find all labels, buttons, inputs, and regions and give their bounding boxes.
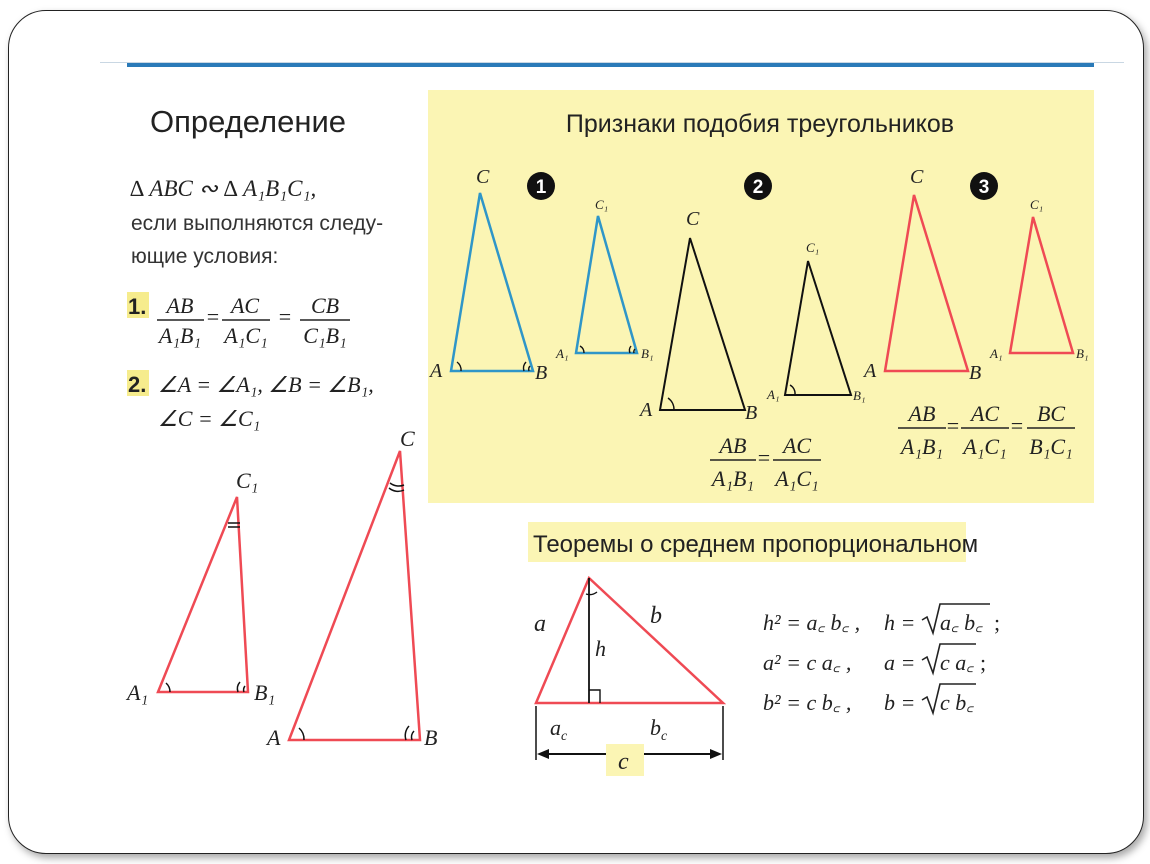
c3-ratio-den-2: A₁C₁	[963, 434, 1007, 459]
c2-ratio-den-1: A₁B₁	[711, 466, 755, 491]
label-b-left: B	[424, 725, 438, 750]
c3-label-a1: A₁	[990, 346, 1003, 361]
label-c-left: C	[400, 426, 415, 451]
criterion-2-triangle-large	[660, 238, 745, 410]
theorem-label-b: b	[650, 603, 662, 629]
condition-1-number: 1.	[128, 294, 147, 319]
criterion-1-number: 1	[535, 177, 547, 198]
c1-label-a: A	[430, 360, 443, 382]
ratio-num-1: AB	[166, 293, 194, 318]
criterion-2-triangle-small	[785, 261, 851, 395]
criterion-3-number: 3	[978, 177, 990, 198]
criterion-2-number: 2	[752, 177, 764, 198]
c1-label-c1: C₁	[595, 197, 609, 212]
formula-a-squared: a² = c a꜀ ,	[763, 650, 852, 675]
label-a1-left: A₁	[127, 680, 149, 705]
criterion-3-triangle-small	[1010, 217, 1073, 353]
ratio-den-1: A₁B₁	[158, 323, 202, 348]
similarity-statement: ∆ ABC ∾ ∆ A₁B₁C₁,	[130, 176, 317, 201]
criterion-3-triangle-large	[885, 195, 968, 371]
c3-ratio-eq-2: =	[1010, 413, 1024, 438]
c2-label-b: B	[745, 402, 758, 424]
c1-label-b1: B₁	[641, 346, 654, 361]
formula-h-root-radicand: a꜀ b꜀	[940, 610, 983, 635]
criteria-title: Признаки подобия треугольников	[565, 110, 955, 138]
c3-ratio-num-2: AC	[970, 401, 1000, 426]
c1-label-a1: A₁	[556, 346, 569, 361]
c3-label-b1: B₁	[1076, 346, 1089, 361]
criterion-1-triangle-large	[451, 193, 533, 371]
condition-2-number: 2.	[128, 372, 147, 397]
formula-h-root-lhs: h =	[884, 610, 916, 635]
theorem-label-h: h	[595, 636, 606, 661]
ratio-eq-2: =	[278, 304, 292, 329]
ratio-num-2: AC	[230, 293, 260, 318]
c3-label-c: C	[910, 166, 924, 188]
criterion-1-triangle-small	[576, 216, 637, 353]
label-c1-left: C₁	[236, 468, 259, 493]
theorem-title: Теоремы о среднем пропорциональном	[533, 531, 979, 558]
triangle-abc	[289, 451, 420, 740]
c2-ratio-num-2: AC	[782, 433, 812, 458]
formula-b-root-lhs: b =	[884, 690, 916, 715]
c2-ratio-num-1: AB	[719, 433, 747, 458]
condition-1-ratio	[157, 293, 350, 348]
label-b1-left: B₁	[254, 680, 276, 705]
formula-b-squared: b² = c b꜀ ,	[763, 690, 852, 715]
theorem-label-c: c	[618, 749, 629, 775]
c3-ratio-num-3: BC	[1036, 401, 1066, 426]
definition-line-1: если выполняются следу-	[131, 212, 384, 235]
c1-label-c: C	[476, 166, 490, 188]
theorem-label-a: a	[534, 611, 546, 637]
criterion-3-ratio	[898, 401, 1075, 459]
theorem-label-bc: $b_c$	[650, 715, 668, 744]
c3-ratio-eq-1: =	[946, 413, 960, 438]
definition-line-2: ющие условия:	[131, 245, 279, 268]
c3-ratio-den-3: B₁C₁	[1029, 434, 1073, 459]
criterion-3-badge	[970, 172, 998, 200]
c2-ratio-den-2: A₁C₁	[775, 466, 819, 491]
c3-label-c1: C₁	[1030, 197, 1044, 212]
c3-label-a: A	[864, 360, 877, 382]
c2-label-a1: A₁	[767, 387, 780, 402]
theorem-label-ac: $a_c$	[550, 715, 568, 744]
triangle-a1b1c1	[158, 497, 248, 692]
ratio-den-3: C₁B₁	[303, 323, 347, 348]
c3-ratio-den-1: A₁B₁	[900, 434, 944, 459]
definition-title: Определение	[150, 104, 347, 139]
c2-label-a: A	[640, 399, 653, 421]
ratio-den-2: A₁C₁	[224, 323, 268, 348]
ratio-eq-1: =	[206, 304, 220, 329]
label-a-left: A	[267, 725, 281, 750]
criterion-2-badge	[744, 172, 772, 200]
condition-2-angles-line-2: ∠C = ∠C₁	[158, 406, 261, 431]
condition-2-angles-line-1: ∠A = ∠A₁, ∠B = ∠B₁,	[158, 372, 374, 397]
c2-label-b1: B₁	[853, 388, 866, 403]
c3-label-b: B	[969, 362, 982, 384]
formula-h-root-end: ;	[994, 610, 1001, 635]
criterion-1-badge	[527, 172, 555, 200]
c2-label-c: C	[686, 208, 700, 230]
formula-a-root-end: ;	[980, 650, 987, 675]
formula-b-root-radicand: c b꜀	[940, 690, 974, 715]
formula-a-root-radicand: c a꜀	[940, 650, 974, 675]
c2-ratio-eq: =	[757, 445, 771, 470]
formula-a-root-lhs: a =	[884, 650, 916, 675]
c3-ratio-num-1: AB	[908, 401, 936, 426]
formula-h-squared: h² = a꜀ b꜀ ,	[763, 610, 861, 635]
c1-label-b: B	[535, 362, 548, 384]
ratio-num-3: CB	[310, 293, 340, 318]
c2-label-c1: C₁	[806, 240, 820, 255]
criterion-2-ratio	[710, 433, 821, 491]
